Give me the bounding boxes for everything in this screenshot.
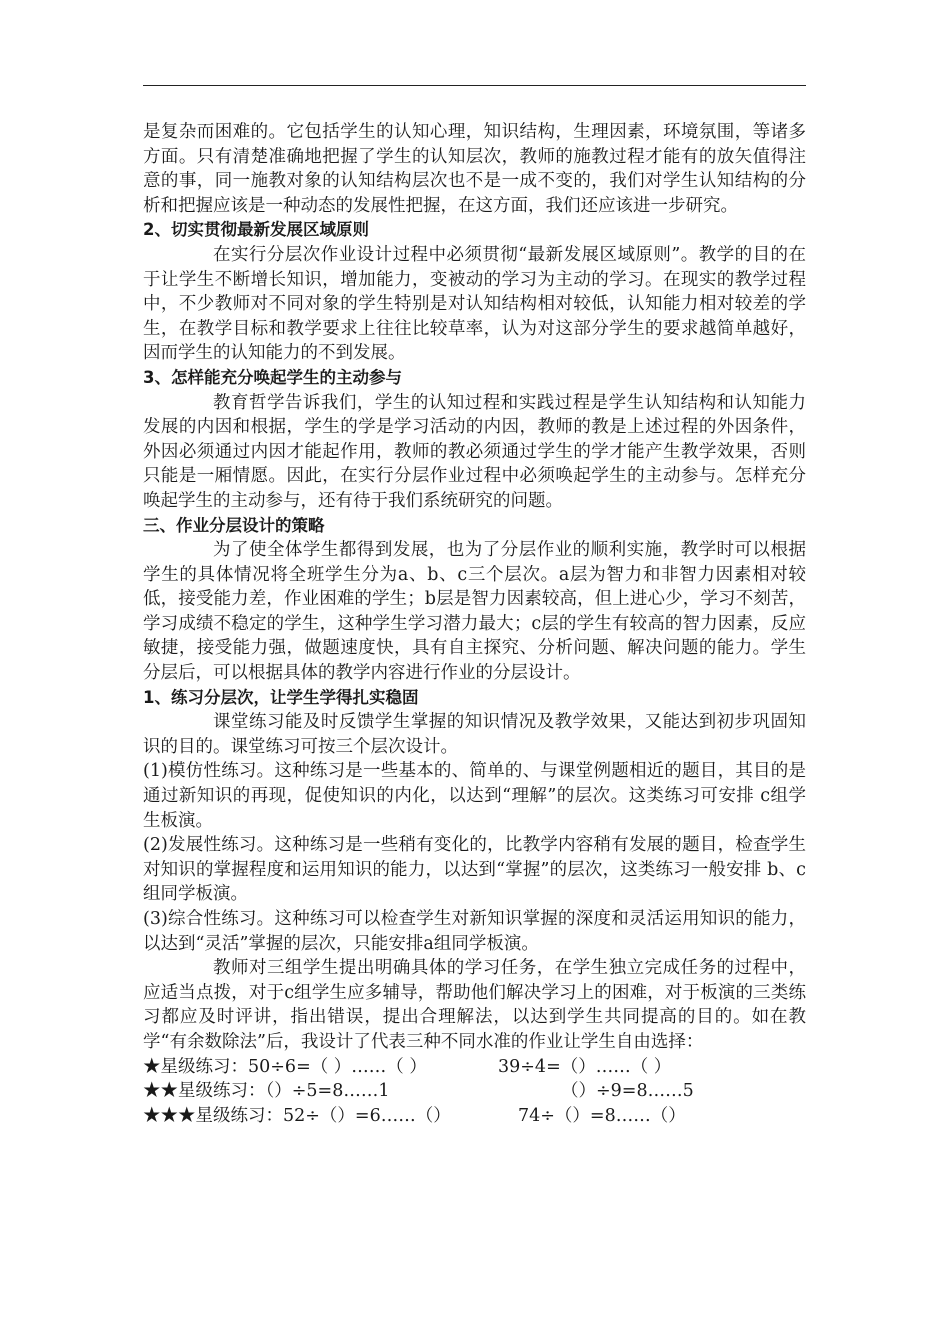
paragraph: 为了使全体学生都得到发展，也为了分层作业的顺利实施，教学时可以根据学生的具体情况将全班学生分为a、b、c三个层次。a层为智力和非智力因素相对较低，接受能力差，作业困难的学生；b层是智力因素较高，但上进心少，学习不刻苦，学习成绩不稳定的学生，这种学生学习潜力最大；c层的学生有较高的智力因素，反应敏捷，接受能力强，做题速度快，具有自主探究、分析问题、解决问题的能力。学生分层后，可以根据具体的教学内容进行作业的分层设计。 [143, 540, 806, 684]
exercise-right: 39÷4=（）……（ ） [498, 1056, 672, 1077]
exercise-left: ★星级练习：50÷6=（ ）……（ ） [143, 1056, 427, 1077]
paragraph: 教育哲学告诉我们，学生的认知过程和实践过程是学生认知结构和认知能力发展的内因和根据，学生的学是学习活动的内因，教师的教是上述过程的外因条件，外因必须通过内因才能起作用，教师的教必须通过学生的学才能产生教学效果，否则只能是一厢情愿。因此，在实行分层作业过程中必须唤起学生的主动参与。怎样充分唤起学生的主动参与，还有待于我们系统研究的问题。 [143, 392, 806, 511]
exercise-left: ★★星级练习：（）÷5=8……1 [143, 1081, 390, 1102]
paragraph: 教师对三组学生提出明确具体的学习任务，在学生独立完成任务的过程中，应适当点拨，对于c组学生应多辅导，帮助他们解决学习上的困难，对于板演的三类练习都应及时评讲，指出错误，提出合理解法，以达到学生共同提高的目的。如在教学“有余数除法”后，我设计了代表三种不同水准的作业让学生自由选择： [143, 958, 806, 1052]
list-item: (3)综合性练习。这种练习可以检查学生对新知识掌握的深度和灵活运用知识的能力，以达到“灵活”掌握的层次，只能安排a组同学板演。 [143, 909, 806, 954]
exercise-right: （）÷9=8……5 [561, 1081, 694, 1102]
header-rule [143, 85, 806, 86]
section-heading: 1、练习分层次，让学生学得扎实稳固 [143, 687, 419, 707]
exercise-row-one-star [143, 1055, 806, 1080]
exercise-row-two-star [143, 1079, 806, 1104]
section-heading: 3、怎样能充分唤起学生的主动参与 [143, 367, 402, 387]
document-body [143, 120, 806, 1128]
exercise-left: ★★★星级练习：52÷（）=6……（） [143, 1105, 451, 1126]
list-item: (2)发展性练习。这种练习是一些稍有变化的，比教学内容稍有发展的题目，检查学生对知识的掌握程度和运用知识的能力，以达到“掌握”的层次，这类练习一般安排 b、c组同学板演。 [143, 835, 806, 905]
paragraph: 是复杂而困难的。它包括学生的认知心理，知识结构，生理因素，环境氛围，等诸多方面。只有清楚准确地把握了学生的认知层次，教师的施教过程才能有的放矢值得注意的事，同一施教对象的认知结构层次也不是一成不变的，我们对学生认知结构的分析和把握应该是一种动态的发展性把握，在这方面，我们还应该进一步研究。 [143, 122, 806, 216]
list-item: (1)模仿性练习。这种练习是一些基本的、简单的、与课堂例题相近的题目，其目的是通过新知识的再现，促使知识的内化，以达到“理解”的层次。这类练习可安排 c组学生板演。 [143, 761, 806, 831]
exercise-row-three-star [143, 1104, 806, 1129]
section-heading: 三、作业分层设计的策略 [143, 515, 325, 535]
exercise-right: 74÷（）=8……（） [518, 1105, 686, 1126]
paragraph: 在实行分层次作业设计过程中必须贯彻“最新发展区域原则”。教学的目的在于让学生不断增长知识，增加能力，变被动的学习为主动的学习。在现实的教学过程中，不少教师对不同对象的学生特别是对认知结构相对较低，认知能力相对较差的学生，在教学目标和教学要求上往往比较草率，认为对这部分学生的要求越简单越好，因而学生的认知能力的不到发展。 [143, 244, 806, 364]
section-heading: 2、切实贯彻最新发展区域原则 [143, 220, 369, 240]
paragraph: 课堂练习能及时反馈学生掌握的知识情况及教学效果，又能达到初步巩固知识的目的。课堂练习可按三个层次设计。 [143, 712, 806, 757]
